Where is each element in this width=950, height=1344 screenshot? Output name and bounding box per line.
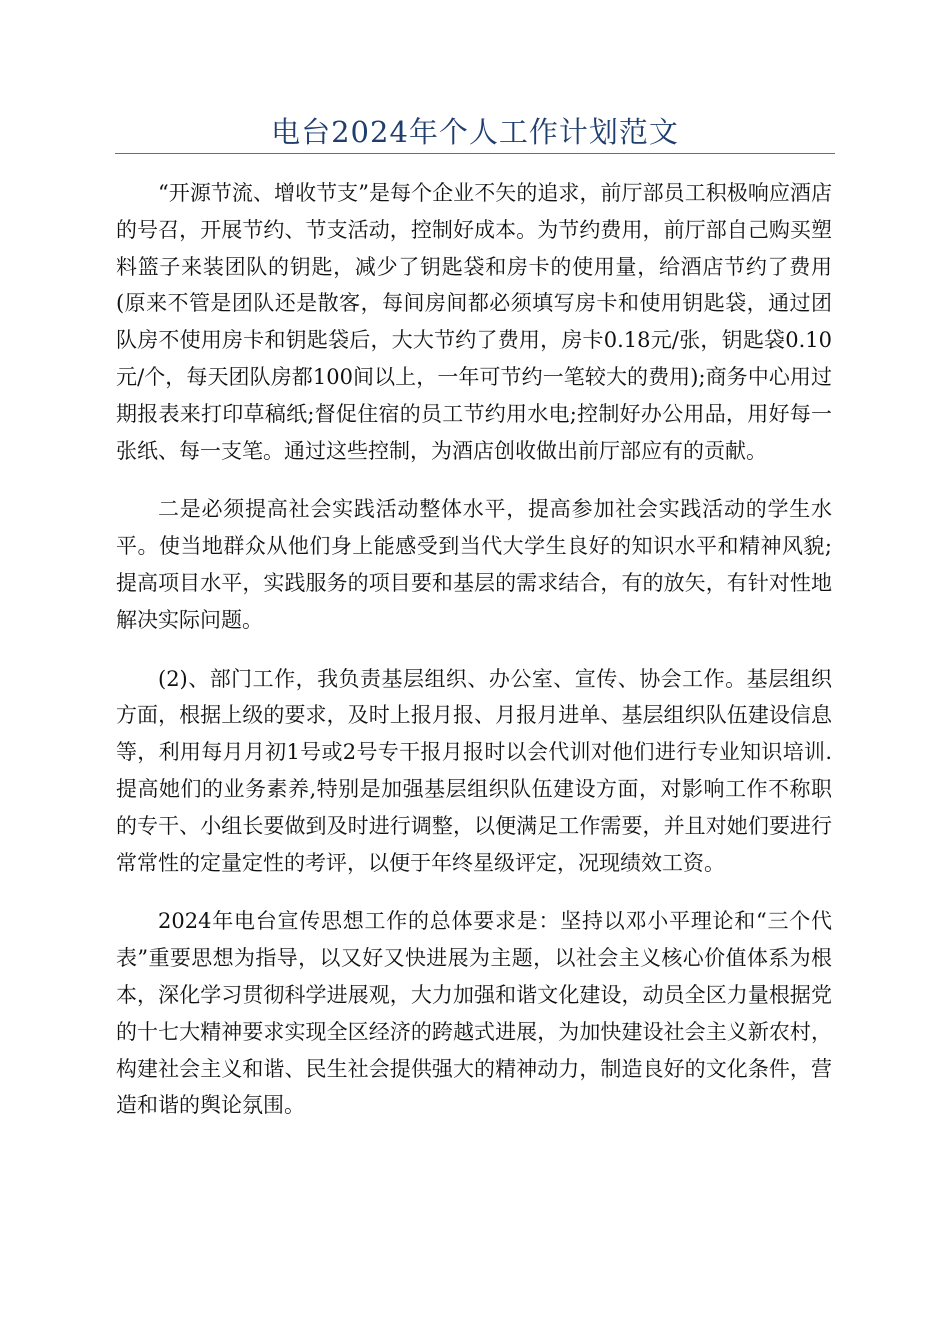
paragraph-1: “开源节流、增收节支”是每个企业不矢的追求，前厅部员工积极响应酒店的号召，开展节约、节支活动，控制好成本。为节约费用，前厅部自己购买塑料篮子来装团队的钥匙，减少了钥匙袋和房卡的使用量，给酒店节约了费用(原来不管是团队还是散客，每间房间都必须填写房卡和使用钥匙袋，通过团队房不使用房卡和钥匙袋后，大大节约了费用，房卡0.18元/张，钥匙袋0.10元/个，每天团队房都100间以上，一年可节约一笔较大的费用);商务中心用过期报表来打印草稿纸;督促住宿的员工节约用水电;控制好办公用品，用好每一张纸、每一支笔。通过这些控制，为酒店创收做出前厅部应有的贡献。	[116, 181, 832, 463]
paragraph-3: (2)、部门工作，我负责基层组织、办公室、宣传、协会工作。基层组织方面，根据上级的要求，及时上报月报、月报月进单、基层组织队伍建设信息等，利用每月月初1号或2号专干报月报时以会代训对他们进行专业知识培训.提高她们的业务素养,特别是加强基层组织队伍建设方面，对影响工作不称职的专干、小组长要做到及时进行调整，以便满足工作需要，并且对她们要进行常常性的定量定性的考评，以便于年终星级评定，况现绩效工资。	[116, 666, 832, 875]
document-body	[116, 175, 832, 1146]
paragraph-4: 2024年电台宣传思想工作的总体要求是：坚持以邓小平理论和“三个代表”重要思想为指导，以又好又快进展为主题，以社会主义核心价值体系为根本，深化学习贯彻科学进展观，大力加强和谐文化建设，动员全区力量根据党的十七大精神要求实现全区经济的跨越式进展，为加快建设社会主义新农村，构建社会主义和谐、民生社会提供强大的精神动力，制造良好的文化条件，营造和谐的舆论氛围。	[116, 909, 832, 1118]
title-underline	[115, 153, 835, 154]
document-title: 电台2024年个人工作计划范文	[271, 115, 679, 149]
paragraph-2: 二是必须提高社会实践活动整体水平，提高参加社会实践活动的学生水平。使当地群众从他们身上能感受到当代大学生良好的知识水平和精神风貌;提高项目水平，实践服务的项目要和基层的需求结合，有的放矢，有针对性地解决实际问题。	[116, 497, 832, 632]
